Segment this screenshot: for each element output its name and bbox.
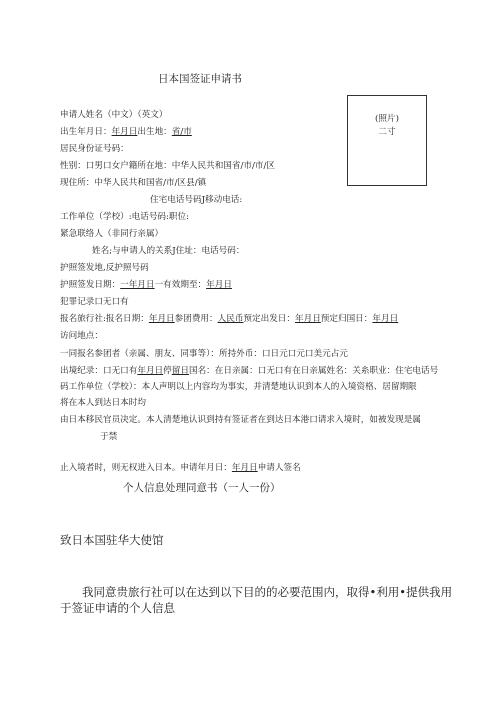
fee-label: 参团费用： [174, 314, 218, 324]
birth-date-label: 出生年月日： [60, 127, 112, 137]
contact-detail-line: 姓名;与申请人的关系J住址：电话号码： [92, 246, 245, 256]
page-title: 日本国签证申请书 [158, 73, 242, 85]
exit-date-field: 年月日 [137, 366, 164, 376]
id-card-line: 居民身份证号码： [60, 144, 129, 154]
declaration-line-1: 码工作单位（学校）：本人声明以上内容均为事实，并清楚地认识到本人的入境资格、居留期限 [60, 382, 417, 392]
birth-place-label: 出生地： [137, 127, 172, 137]
stay-field: 留日 [171, 366, 189, 376]
consent-title: 个人信息处理同意书（一人一份） [123, 482, 281, 494]
passport-issue-label: 护照签发日期： [60, 280, 121, 290]
application-date-field: 年月日 [231, 463, 258, 473]
signature-line [60, 463, 301, 474]
agency-label: 报名旅行社:报名日期： [60, 314, 149, 324]
addressee: 致日本国驻华大使馆 [60, 533, 164, 547]
exit-record-line [60, 366, 438, 377]
stay-label: 停 [163, 366, 172, 376]
passport-issue-field: 一年月日 [120, 280, 155, 290]
birth-place-field: 省/市 [171, 127, 192, 137]
declaration-line-2: 将在本人到达日本时均 [60, 398, 146, 408]
travel-agency-line [60, 314, 398, 325]
birth-line [60, 127, 192, 138]
agency-date-field: 年月日 [148, 314, 175, 324]
photo-label: (照片) [375, 114, 399, 124]
consent-paragraph-line-2: 于签证申请的个人信息 [60, 601, 175, 615]
gender-line: 性别：口男口女户籍所在地：中华人民共和国省/市/市/区 [60, 161, 275, 171]
passport-expiry-field: 年月日 [206, 280, 232, 290]
companions-line: 一同报名参团者（亲属、朋友、同事等）：所持外币：口日元口元口美元占元 [60, 349, 348, 359]
signature-prefix: 止入境者时，则无权进入日本。申请年月日： [60, 463, 232, 473]
emergency-contact-line: 紧急联络人（非同行亲属） [60, 229, 164, 239]
consent-paragraph-line-1: 我同意贵旅行社可以在达到以下目的的必要范围内，取得•利用•提供我用 [82, 585, 453, 599]
visit-place-line: 访问地点： [60, 331, 103, 341]
photo-size-label: 二寸 [378, 127, 396, 137]
signature-label: 申请人签名 [257, 463, 301, 473]
passport-place-line: 护照签发地,反护照号码 [60, 263, 149, 273]
work-unit-line: 工作单位（学校）:电话号码:职位: [60, 212, 189, 222]
criminal-record-line: 犯罪记录口无口有 [60, 297, 129, 307]
declaration-line-3: 由日本移民官员决定。本人清楚地认识到持有签证者在到达日本港口请求入境时，如被发现是属 [60, 415, 421, 425]
passport-expiry-label: 一有效期至： [154, 280, 207, 290]
relatives-label: 国名：在日亲属：口无口有在日亲属姓名：关糸职业：住宅电话号 [188, 366, 439, 376]
return-field: 年月日 [372, 314, 399, 324]
departure-label: 预定出发日： [243, 314, 295, 324]
declaration-line-4: 于禁 [100, 432, 118, 442]
address-line: 现住所：中华人民共和国省/市/区县/镇 [60, 178, 207, 188]
phone-line: 住宅电话号码J移动电话: [150, 195, 243, 205]
photo-box [347, 95, 427, 186]
return-label: 预定归国日： [320, 314, 373, 324]
fee-currency-field: 人民币 [217, 314, 244, 324]
exit-record-label: 出境纪录：口无口有 [60, 366, 138, 376]
applicant-name-line: 申请人姓名（中文）（英文） [60, 110, 168, 120]
birth-date-field: 年月日 [111, 127, 138, 137]
departure-field: 年月日 [295, 314, 321, 324]
passport-date-line [60, 280, 232, 291]
